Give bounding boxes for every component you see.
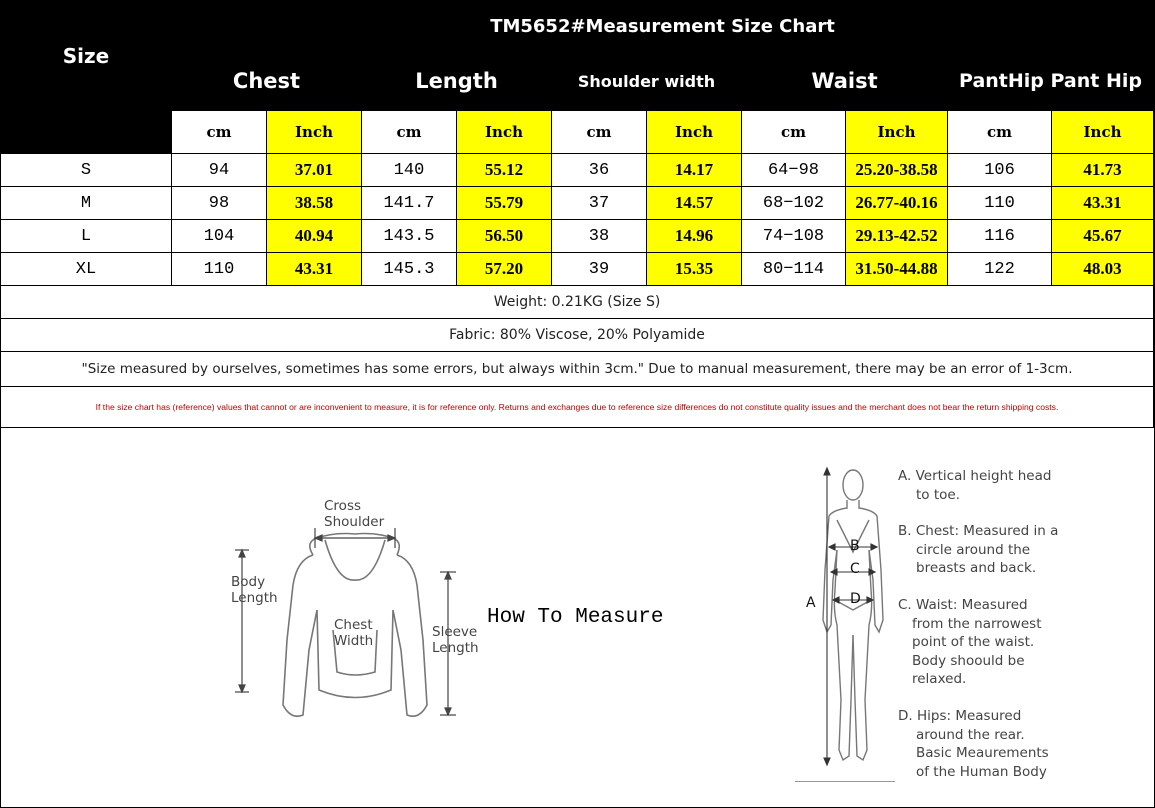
figure-note-line: breasts and back. [916,560,1037,576]
unit-cm: cm [172,111,267,154]
waist-cm: 74−108 [742,220,846,253]
weight-info: Weight: 0.21KG (Size S) [1,286,1154,319]
reference-warning: If the size chart has (reference) values that cannot or are inconvenient to measure, it is for reference only. Returns and exchanges due to reference size differences do not constitute quality issues and the merchant does not bear the return shipping costs. [1,387,1154,428]
cross-shoulder-label [324,498,384,530]
shoulder-inch: 15.35 [647,253,742,286]
length-inch: 55.12 [457,154,552,187]
unit-cm: cm [742,111,846,154]
waist-cm: 80−114 [742,253,846,286]
table-row-l [1,220,1154,253]
shoulder-cm: 38 [552,220,647,253]
figure-note-line: to toe. [916,486,960,503]
hip-inch: 45.67 [1052,220,1154,253]
figure-note-line: of the Human Body [916,763,1047,780]
figure-note-b [898,522,1058,578]
chest-inch: 38.58 [267,187,362,220]
unit-cm: cm [362,111,457,154]
hip-inch: 41.73 [1052,154,1154,187]
fabric-info: Fabric: 80% Viscose, 20% Polyamide [1,319,1154,352]
chest-inch: 37.01 [267,154,362,187]
group-header-waist: Waist [742,52,948,111]
length-cm: 145.3 [362,253,457,286]
chest-cm: 98 [172,187,267,220]
cross-shoulder-label-line: Shoulder [324,514,385,530]
shoulder-cm: 37 [552,187,647,220]
size-label: L [1,220,172,253]
group-header-shoulder-width: Shoulder width [552,52,742,111]
unit-inch: Inch [267,111,362,154]
length-cm: 141.7 [362,187,457,220]
figure-letter-b: B [850,538,860,554]
length-inch: 56.50 [457,220,552,253]
figure-note-line: from the narrowest [912,615,1042,632]
figure-note-d [898,707,1049,781]
hip-cm: 122 [948,253,1052,286]
chest-cm: 94 [172,154,267,187]
hip-inch: 43.31 [1052,187,1154,220]
unit-inch: Inch [846,111,948,154]
shoulder-cm: 39 [552,253,647,286]
length-inch: 55.79 [457,187,552,220]
shoulder-inch: 14.57 [647,187,742,220]
figure-note-a [898,467,1051,504]
waist-cm: 68−102 [742,187,846,220]
figure-note-line: relaxed. [912,671,967,687]
figure-letter-a: A [806,595,816,611]
waist-inch: 31.50-44.88 [846,253,948,286]
sleeve-length-label [432,624,479,656]
hip-cm: 106 [948,154,1052,187]
waist-cm: 64−98 [742,154,846,187]
chest-width-label-line: Chest [334,617,373,633]
size-label: S [1,154,172,187]
chest-width-label-line: Width [334,633,374,649]
waist-inch: 25.20-38.58 [846,154,948,187]
measurement-note: "Size measured by ourselves, sometimes has some errors, but always within 3cm." Due to manual measurement, there may be an error of 1-3cm. [1,352,1154,387]
unit-cm: cm [552,111,647,154]
shoulder-cm: 36 [552,154,647,187]
size-label: XL [1,253,172,286]
figure-note-line: point of the waist. [912,634,1035,650]
waist-inch: 29.13-42.52 [846,220,948,253]
hip-cm: 110 [948,187,1052,220]
sleeve-length-label-line: Length [432,640,479,656]
figure-note-line: A. Vertical height head [898,468,1052,484]
length-cm: 140 [362,154,457,187]
unit-cm: cm [948,111,1052,154]
figure-note-c [898,596,1041,689]
figure-note-line: D. Hips: Measured [898,708,1022,724]
chest-inch: 40.94 [267,220,362,253]
length-inch: 57.20 [457,253,552,286]
figure-note-line: C. Waist: Measured [898,597,1028,613]
group-header-chest: Chest [172,52,362,111]
table-row-s [1,154,1154,187]
sleeve-length-label-line: Sleeve [432,624,478,640]
how-to-measure-heading: How To Measure [487,606,664,629]
cross-shoulder-label-line: Cross [324,498,362,514]
size-header-spacer [1,111,172,154]
figure-note-line: Basic Meaurements [916,745,1049,761]
size-column-header: Size [1,1,172,111]
shoulder-inch: 14.96 [647,220,742,253]
body-figure-diagram [795,460,895,782]
chest-cm: 104 [172,220,267,253]
waist-inch: 26.77-40.16 [846,187,948,220]
figure-note-line: B. Chest: Measured in a [898,523,1059,539]
shoulder-inch: 14.17 [647,154,742,187]
hip-cm: 116 [948,220,1052,253]
body-length-label-line: Body [231,574,266,590]
hip-inch: 48.03 [1052,253,1154,286]
unit-inch: Inch [647,111,742,154]
figure-letter-d: D [850,591,861,607]
figure-note-line: circle around the [916,541,1031,558]
figure-letter-c: C [850,561,860,577]
figure-note-line: around the rear. [916,726,1025,743]
group-header-length: Length [362,52,552,111]
size-label: M [1,187,172,220]
body-length-label-line: Length [231,590,278,606]
group-header-hip: PantHip Pant Hip [948,52,1154,111]
unit-inch: Inch [457,111,552,154]
chest-inch: 43.31 [267,253,362,286]
chart-title: TM5652#Measurement Size Chart [172,1,1154,52]
chest-width-label [334,617,373,649]
table-row-m [1,187,1154,220]
chest-cm: 110 [172,253,267,286]
unit-inch: Inch [1052,111,1154,154]
table-row-xl [1,253,1154,286]
length-cm: 143.5 [362,220,457,253]
body-length-label [231,574,278,606]
figure-note-line: Body shoould be [912,652,1025,669]
